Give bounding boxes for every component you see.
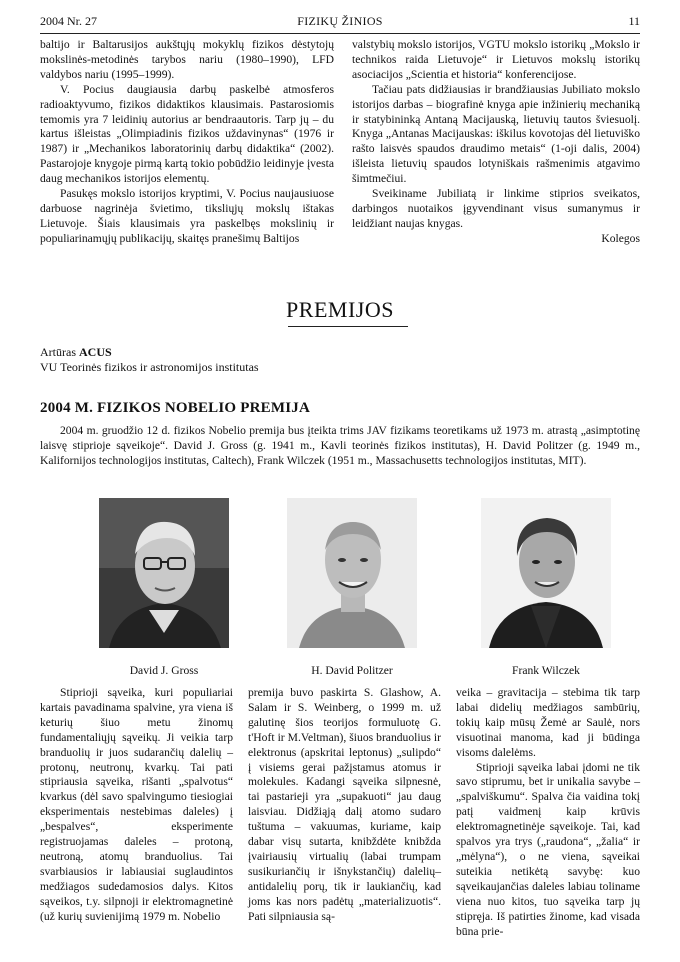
photo-caption: H. David Politzer: [311, 664, 393, 677]
article-intro: [40, 424, 640, 469]
header-rule: [40, 33, 640, 34]
issue-label: 2004 Nr. 27: [40, 14, 97, 28]
paragraph: V. Pocius daugiausia darbų paskelbė atmosferos radioaktyvumo, fizikos didaktikos klausimais. Pastarosiomis temomis yra 7 leidinių autorius ar bendraautoris. Tarp jų – du kartus išleistas „Olimpiadinis fizikos uždavinynas“ (1976 ir 1987) ir „Mechanikos laboratorinių darbų didaktika“ (2002). Pastarojoje knygoje pirmą kartą tokio pobūdžio leidinyje įvesta daug mechanikos istorijos elementų.: [40, 82, 334, 186]
body-column-2: [248, 686, 441, 925]
paragraph: valstybių mokslo istorijos, VGTU mokslo istorikų „Mokslo ir technikos raida Lietuvoje“ ir Lietuvos mokslų istorikų asociacijos „Scientia et historia“ konferencijose.: [352, 38, 640, 81]
signature: Kolegos: [601, 231, 640, 245]
body-column-1: [40, 686, 233, 925]
photo-caption: David J. Gross: [129, 664, 199, 677]
author-first-name: Artūras: [40, 345, 76, 359]
portrait-photo-gross: [99, 498, 229, 648]
paragraph: 2004 m. gruodžio 12 d. fizikos Nobelio premija bus įteikta trims JAV fizikams teoretikams už 1973 m. atrastą „asimptotinę laisvę stiprioje sąveikoje“. David J. Gross (g. 1941 m., Kavli teorinės fizikos institutas), H. David Politzer (g. 1949 m., Kalifornijos technologijos institutas, Caltech), Frank Wilczek (1951 m., Massachusetts technologijos institutas, MIT).: [40, 424, 640, 467]
author-block: [40, 345, 259, 375]
section-title: PREMIJOS: [286, 297, 394, 322]
journal-name: FIZIKŲ ŽINIOS: [297, 14, 383, 28]
portrait-photo-wilczek: [481, 498, 611, 648]
paragraph: baltijo ir Baltarusijos aukštųjų mokyklų fizikos dėstytojų mokslinės-metodinės tarybos nariu (1980–1990), LFD valdybos nariu (1995–1999).: [40, 38, 334, 81]
paragraph: premija buvo paskirta S. Glashow, A. Salam ir S. Weinberg, o 1999 m. už galutinę šios teorijos formuluotę G. t'Hoft ir M.Veltman), šiuos branduolius ir elektronus (apskritai leptonus) „sulipdo“ į visiems gerai pažįstamus atomus ir molekules. Kadangi sąveika silpnesnė, tai pastarieji yra „supakuoti“ jau daug laisviau. Didžiąją dalį atomo sudaro tuštuma – vakuumas, kuriame, kaip dabar visų sutarta, knibždėte knibžda įvairiausių virtualių (labai trumpam susikuriančių ir išnykstančių) dalelių–antidalelių porų, tik ir laukiančių, kad joms kas nors padėtų „materializuotis“. Pati silpniausia są-: [248, 686, 441, 923]
top-left-column: [40, 38, 334, 247]
running-header: [40, 12, 640, 34]
author-name: [40, 345, 259, 360]
paragraph: Pasukęs mokslo istorijos kryptimi, V. Pocius naujausiuose darbuose nagrinėja švietimo, tiksliųjų mokslų ištakas Lietuvoje. Šiais klausimais yra paskelbęs mokslinių ir populiarinamųjų publikacijų, skaitęs pranešimų Baltijos: [40, 187, 334, 245]
top-right-column: [352, 38, 640, 247]
paragraph: veika – gravitacija – stebima tik tarp labai didelių medžiagos sambūrių, tokių kaip mūsų Žemė ar Saulė, nors visuotinai manoma, kad ji būdinga visoms dalelėms.: [456, 686, 640, 759]
article-title: 2004 M. FIZIKOS NOBELIO PREMIJA: [40, 400, 310, 416]
author-affiliation: VU Teorinės fizikos ir astronomijos institutas: [40, 360, 259, 374]
author-last-name: ACUS: [79, 345, 112, 359]
section-underline: [288, 326, 408, 327]
paragraph: Stiprioji sąveika labai įdomi ne tik savo stiprumu, bet ir unikalia savybe – „spalviškumu“. Spalva čia vaidina tokį patį vaidmenį kaip krūvis elektromagnetinėje sąveikoje. Tai, kad spalvos yra trys („raudona“, „žalia“ ir „mėlyna“), o ne viena, sąveikai suteikia netikėtą savybę: kuo sąveikaujančias daleles labiau toliname viena nuo kitos, tuo sąveika tarp jų stipręja. Iš patirties žinome, kad visada būna prie-: [456, 760, 640, 938]
paragraph: Stiprioji sąveika, kuri populiariai kartais pavadinama spalvine, yra viena iš keturių šiuo metu žinomų fundamentaliųjų sąveikų. Ji veikia tarp branduolių ir juos sudarančių dalelių – protonų, neutronų, kvarkų. Tai pati stipriausia sąveika, rišanti „spalvotus“ kvarkus (dėl savo spalvingumo tiesiogiai eksperimentais nestebimas daleles) į „bespalves“, eksperimente registruojamas daleles – protoną, neutroną, atomų branduolius. Tai svarbiausios ir labiausiai suglaudintos medžiagos sudedamosios dalys. Kitos sąveikos, t.y. silpnoji ir elektromagnetinė (už kurių suvienijimą 1979 m. Nobelio: [40, 686, 233, 923]
paragraph: Sveikiname Jubiliatą ir linkime stiprios sveikatos, darbingos nuotaikos įgyvendinant visus sumanymus ir leidžiant naujas knygas.: [352, 187, 640, 230]
portrait-photo-politzer: [287, 498, 417, 648]
body-column-3: [456, 686, 640, 939]
paragraph: Tačiau pats didžiausias ir brandžiausias Jubiliato mokslo istorijos darbas – biografinė knyga apie inžinierių mechaniką ir statybininką Antaną Macijauską, lietuvių tautos šviesuolį. Knyga „Antanas Macijauskas: iškilus kovotojas dėl lietuviško rašto laisvės spaudos draudimo metais“ (1-oji dalis, 2004) išleista lietuvių spaudos lotyniškais rašmenimis atgavimo šimtmečiui.: [352, 82, 640, 186]
page-number: 11: [628, 14, 640, 28]
photo-caption: Frank Wilczek: [512, 664, 580, 677]
